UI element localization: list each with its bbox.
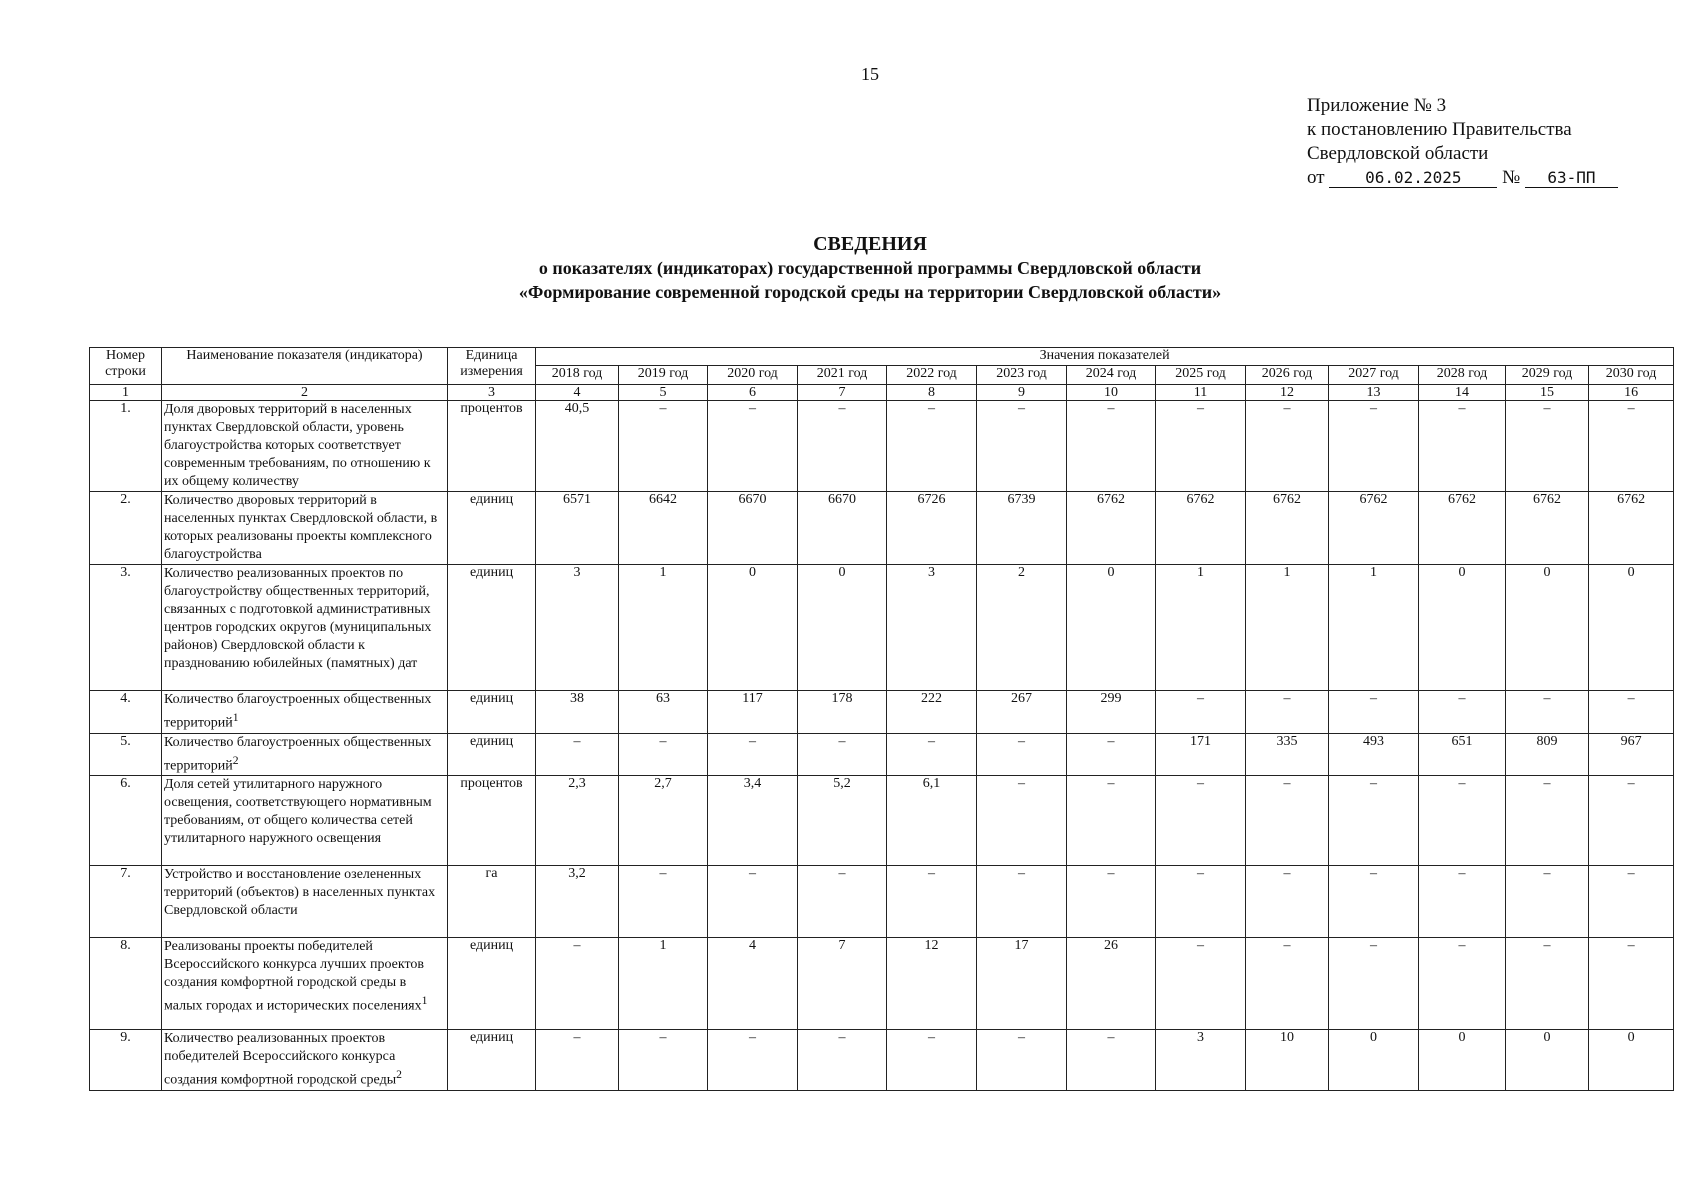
value-cell: – (1506, 938, 1589, 1030)
value-cell: 38 (536, 691, 619, 734)
value-cell: – (1419, 938, 1506, 1030)
value-cell: 178 (798, 691, 887, 734)
decree-date: 06.02.2025 (1329, 169, 1497, 188)
value-cell: 0 (1589, 1030, 1674, 1091)
value-cell: – (887, 401, 977, 492)
value-cell: – (977, 401, 1067, 492)
value-cell: – (1506, 866, 1589, 938)
column-index: 16 (1589, 385, 1674, 401)
value-cell: – (1156, 401, 1246, 492)
footnote-mark: 2 (232, 753, 239, 767)
value-cell: 1 (1156, 565, 1246, 691)
value-cell: – (1156, 691, 1246, 734)
value-cell: 2,7 (619, 776, 708, 866)
value-cell: 3 (536, 565, 619, 691)
value-cell: 5,2 (798, 776, 887, 866)
unit-cell: единиц (448, 492, 536, 565)
value-cell: – (1589, 691, 1674, 734)
document-title: СВЕДЕНИЯ (813, 233, 927, 255)
unit-cell: единиц (448, 565, 536, 691)
value-cell: – (536, 938, 619, 1030)
number-prefix: № (1502, 167, 1521, 188)
indicators-table (89, 347, 1674, 1091)
value-cell: 0 (708, 565, 798, 691)
table-row (90, 866, 1674, 938)
value-cell: – (1329, 776, 1419, 866)
indicator-name: Устройство и восстановление озелененных территорий (объектов) в населенных пунктах Свердловской области (164, 867, 436, 919)
value-cell: 0 (1589, 565, 1674, 691)
value-cell: – (977, 733, 1067, 776)
header-year: 2030 год (1589, 366, 1674, 385)
value-cell: – (1329, 938, 1419, 1030)
row-number: 4. (90, 691, 162, 734)
value-cell: 4 (708, 938, 798, 1030)
column-index: 8 (887, 385, 977, 401)
value-cell: 6739 (977, 492, 1067, 565)
value-cell: – (708, 401, 798, 492)
value-cell: – (619, 401, 708, 492)
appendix-line-3: Свердловской области (1307, 143, 1489, 164)
indicator-name: Количество благоустроенных общественных территорий (164, 692, 432, 731)
indicator-name-cell (162, 776, 448, 866)
indicator-name: Доля дворовых территорий в населенных пунктах Свердловской области, уровень благоустройства которых соответствует современным требованиям, по отношению к их общему количеству (164, 402, 431, 489)
value-cell: 6762 (1589, 492, 1674, 565)
indicator-name-cell (162, 401, 448, 492)
header-year: 2022 год (887, 366, 977, 385)
table-row (90, 565, 1674, 691)
unit-cell: процентов (448, 401, 536, 492)
value-cell: – (1156, 866, 1246, 938)
value-cell: – (1329, 866, 1419, 938)
indicator-name-cell (162, 1030, 448, 1091)
header-year: 2029 год (1506, 366, 1589, 385)
value-cell: 0 (1329, 1030, 1419, 1091)
table-row (90, 1030, 1674, 1091)
value-cell: 17 (977, 938, 1067, 1030)
value-cell: 0 (1419, 565, 1506, 691)
value-cell: – (1246, 866, 1329, 938)
table-row (90, 938, 1674, 1030)
indicator-name: Количество реализованных проектов по благоустройству общественных территорий, связанных с подготовкой административных центров городских округов (муниципальных районов) Свердловской области к празднованию юбилейных (памятных) дат (164, 566, 432, 671)
header-year: 2020 год (708, 366, 798, 385)
document-heading (0, 232, 1699, 304)
value-cell: – (708, 866, 798, 938)
value-cell: 6670 (798, 492, 887, 565)
value-cell: 2 (977, 565, 1067, 691)
value-cell: 3 (1156, 1030, 1246, 1091)
value-cell: – (1246, 776, 1329, 866)
value-cell: – (1067, 776, 1156, 866)
appendix-line-1: Приложение № 3 (1307, 95, 1447, 116)
value-cell: 6670 (708, 492, 798, 565)
indicator-name-cell (162, 733, 448, 776)
value-cell: – (977, 866, 1067, 938)
value-cell: – (1067, 401, 1156, 492)
table-row (90, 733, 1674, 776)
column-index: 3 (448, 385, 536, 401)
header-year: 2026 год (1246, 366, 1329, 385)
value-cell: – (977, 1030, 1067, 1091)
value-cell: 117 (708, 691, 798, 734)
table-row (90, 776, 1674, 866)
unit-cell: единиц (448, 1030, 536, 1091)
header-unit: Единица измерения (448, 348, 536, 385)
value-cell: 3,2 (536, 866, 619, 938)
indicator-name: Количество дворовых территорий в населенных пунктах Свердловской области, в которых реализованы проекты комплексного благоустройства (164, 493, 438, 562)
value-cell: – (1329, 401, 1419, 492)
column-index: 7 (798, 385, 887, 401)
value-cell: – (1589, 401, 1674, 492)
value-cell: – (1246, 401, 1329, 492)
footnote-mark: 1 (421, 994, 428, 1008)
row-number: 1. (90, 401, 162, 492)
footnote-mark: 2 (396, 1068, 402, 1082)
unit-cell: га (448, 866, 536, 938)
column-index: 5 (619, 385, 708, 401)
value-cell: 3,4 (708, 776, 798, 866)
row-number: 7. (90, 866, 162, 938)
value-cell: – (1506, 401, 1589, 492)
header-indicator-name: Наименование показателя (индикатора) (162, 348, 448, 385)
value-cell: – (1506, 691, 1589, 734)
column-index: 9 (977, 385, 1067, 401)
appendix-line-2: к постановлению Правительства (1307, 119, 1572, 140)
indicator-name: Количество благоустроенных общественных территорий (164, 734, 432, 774)
indicator-name-cell (162, 691, 448, 734)
indicator-name-cell (162, 565, 448, 691)
value-cell: – (887, 1030, 977, 1091)
value-cell: 1 (619, 565, 708, 691)
column-index: 11 (1156, 385, 1246, 401)
indicator-name-cell (162, 938, 448, 1030)
row-number: 9. (90, 1030, 162, 1091)
value-cell: 7 (798, 938, 887, 1030)
value-cell: 1 (1329, 565, 1419, 691)
header-year: 2028 год (1419, 366, 1506, 385)
table-row (90, 401, 1674, 492)
header-row-number: Номер строки (90, 348, 162, 385)
indicator-name: Доля сетей утилитарного наружного освещения, соответствующего нормативным требованиям, от общего количества сетей утилитарного наружного освещения (164, 777, 432, 847)
value-cell: – (619, 866, 708, 938)
table-row (90, 492, 1674, 565)
value-cell: – (708, 733, 798, 776)
value-cell: 3 (887, 565, 977, 691)
value-cell: – (536, 733, 619, 776)
header-year: 2023 год (977, 366, 1067, 385)
value-cell: 1 (619, 938, 708, 1030)
value-cell: – (619, 733, 708, 776)
value-cell: 10 (1246, 1030, 1329, 1091)
value-cell: 809 (1506, 733, 1589, 776)
column-index: 1 (90, 385, 162, 401)
column-index: 14 (1419, 385, 1506, 401)
header-year: 2027 год (1329, 366, 1419, 385)
value-cell: – (1329, 691, 1419, 734)
value-cell: 6762 (1067, 492, 1156, 565)
column-index: 4 (536, 385, 619, 401)
value-cell: 6571 (536, 492, 619, 565)
row-number: 3. (90, 565, 162, 691)
value-cell: 6762 (1506, 492, 1589, 565)
header-values-group: Значения показателей (536, 348, 1674, 366)
value-cell: 0 (1506, 565, 1589, 691)
value-cell: – (1067, 733, 1156, 776)
unit-cell: единиц (448, 733, 536, 776)
header-year: 2018 год (536, 366, 619, 385)
value-cell: – (708, 1030, 798, 1091)
value-cell: 63 (619, 691, 708, 734)
value-cell: 222 (887, 691, 977, 734)
row-number: 2. (90, 492, 162, 565)
header-year: 2021 год (798, 366, 887, 385)
unit-cell: единиц (448, 938, 536, 1030)
value-cell: 0 (1067, 565, 1156, 691)
value-cell: 267 (977, 691, 1067, 734)
value-cell: – (1067, 1030, 1156, 1091)
value-cell: 0 (1506, 1030, 1589, 1091)
value-cell: – (1246, 938, 1329, 1030)
column-index: 10 (1067, 385, 1156, 401)
value-cell: – (798, 866, 887, 938)
footnote-mark: 1 (232, 711, 239, 724)
value-cell: – (1156, 776, 1246, 866)
value-cell: – (619, 1030, 708, 1091)
value-cell: 6762 (1419, 492, 1506, 565)
value-cell: – (887, 866, 977, 938)
value-cell: 40,5 (536, 401, 619, 492)
value-cell: 6726 (887, 492, 977, 565)
indicator-name: Реализованы проекты победителей Всероссийского конкурса лучших проектов создания комфортной городской среды в малых городах и исторических поселениях (164, 939, 425, 1014)
value-cell: 26 (1067, 938, 1156, 1030)
row-number: 8. (90, 938, 162, 1030)
document-subtitle-1: о показателях (индикаторах) государственной программы Свердловской области (538, 258, 1202, 278)
column-index: 12 (1246, 385, 1329, 401)
column-index: 15 (1506, 385, 1589, 401)
header-year: 2019 год (619, 366, 708, 385)
value-cell: – (1589, 938, 1674, 1030)
value-cell: – (1589, 776, 1674, 866)
table-row (90, 691, 1674, 734)
value-cell: – (1419, 866, 1506, 938)
value-cell: – (887, 733, 977, 776)
value-cell: – (798, 1030, 887, 1091)
unit-cell: процентов (448, 776, 536, 866)
indicator-name-cell (162, 866, 448, 938)
indicator-name: Количество реализованных проектов победителей Всероссийского конкурса создания комфортной городской среды (164, 1031, 397, 1088)
value-cell: 12 (887, 938, 977, 1030)
value-cell: – (1419, 776, 1506, 866)
value-cell: 6,1 (887, 776, 977, 866)
value-cell: – (1246, 691, 1329, 734)
appendix-date-line (1307, 166, 1618, 190)
value-cell: 6762 (1246, 492, 1329, 565)
unit-cell: единиц (448, 691, 536, 734)
value-cell: 6762 (1156, 492, 1246, 565)
value-cell: 335 (1246, 733, 1329, 776)
value-cell: 967 (1589, 733, 1674, 776)
value-cell: – (798, 733, 887, 776)
header-year: 2025 год (1156, 366, 1246, 385)
page-number: 15 (861, 64, 879, 84)
header-year: 2024 год (1067, 366, 1156, 385)
decree-number: 63-ПП (1525, 169, 1618, 188)
document-subtitle-2: «Формирование современной городской среды на территории Свердловской области» (518, 282, 1222, 302)
value-cell: 0 (798, 565, 887, 691)
value-cell: – (1506, 776, 1589, 866)
value-cell: – (1156, 938, 1246, 1030)
value-cell: 651 (1419, 733, 1506, 776)
column-index: 13 (1329, 385, 1419, 401)
indicator-name-cell (162, 492, 448, 565)
value-cell: – (977, 776, 1067, 866)
column-index: 2 (162, 385, 448, 401)
value-cell: 6762 (1329, 492, 1419, 565)
column-index: 6 (708, 385, 798, 401)
value-cell: 1 (1246, 565, 1329, 691)
value-cell: 493 (1329, 733, 1419, 776)
value-cell: – (1067, 866, 1156, 938)
value-cell: – (536, 1030, 619, 1091)
row-number: 5. (90, 733, 162, 776)
row-number: 6. (90, 776, 162, 866)
value-cell: – (1419, 691, 1506, 734)
value-cell: 0 (1419, 1030, 1506, 1091)
value-cell: – (798, 401, 887, 492)
value-cell: 2,3 (536, 776, 619, 866)
value-cell: 6642 (619, 492, 708, 565)
value-cell: 171 (1156, 733, 1246, 776)
value-cell: 299 (1067, 691, 1156, 734)
appendix-block (1307, 94, 1618, 190)
value-cell: – (1589, 866, 1674, 938)
value-cell: – (1419, 401, 1506, 492)
date-prefix: от (1307, 167, 1325, 188)
